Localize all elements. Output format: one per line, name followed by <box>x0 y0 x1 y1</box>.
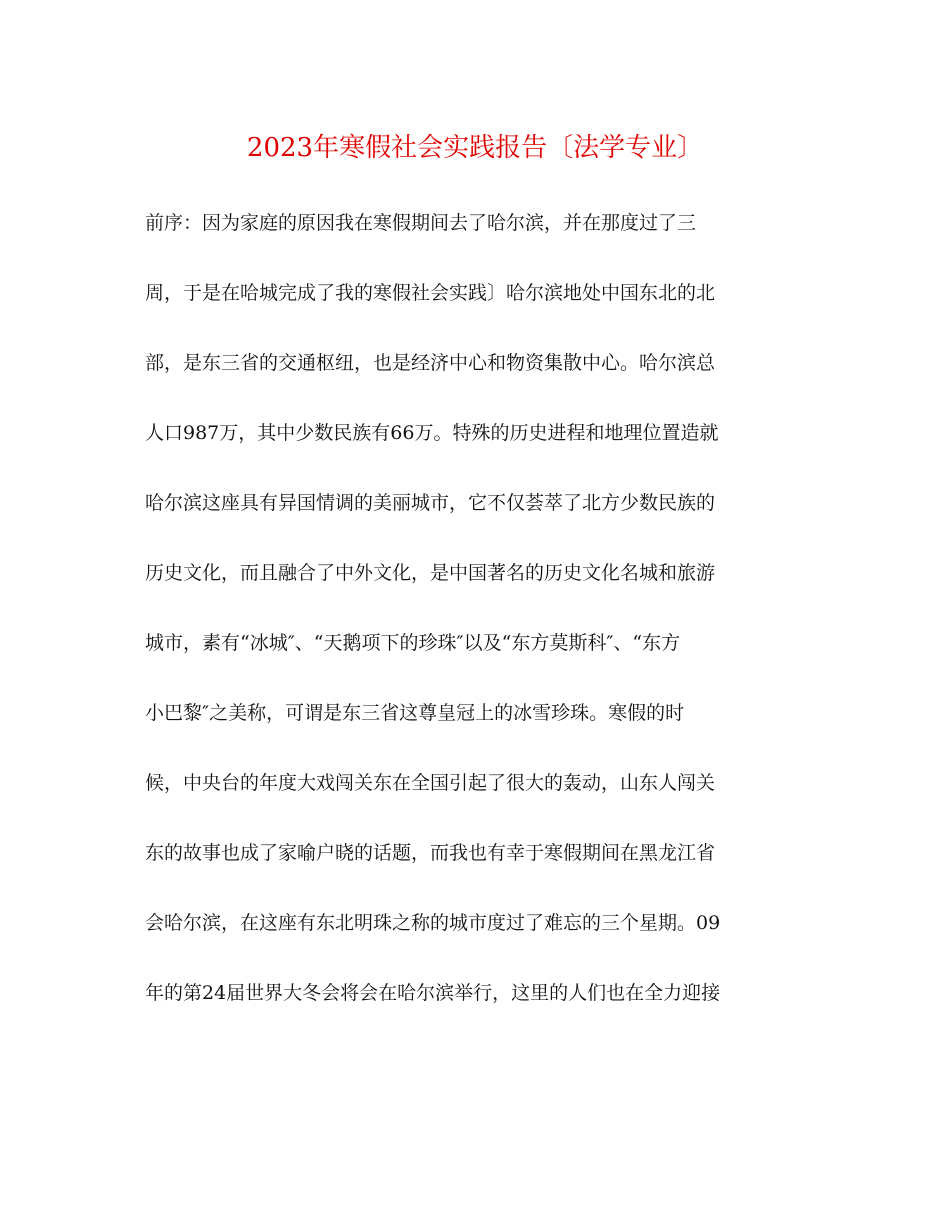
body-line: 会哈尔滨，在这座有东北明珠之称的城市度过了难忘的三个星期。09 <box>145 912 721 934</box>
body-line: 哈尔滨这座具有异国情调的美丽城市，它不仅荟萃了北方少数民族的 <box>145 492 716 514</box>
body-line: 小巴黎″之美称，可谓是东三省这尊皇冠上的冰雪珍珠。寒假的时 <box>145 702 685 724</box>
document-body <box>145 203 825 1043</box>
document-title: 2023年寒假社会实践报告〔法学专业〕 <box>246 133 704 163</box>
body-line: 人口987万，其中少数民族有66万。特殊的历史进程和地理位置造就 <box>145 422 719 444</box>
body-line: 东的故事也成了家喻户晓的话题，而我也有幸于寒假期间在黑龙江省 <box>145 842 716 864</box>
body-line: 前序：因为家庭的原因我在寒假期间去了哈尔滨，并在那度过了三 <box>145 212 697 234</box>
body-line: 年的第24届世界大冬会将会在哈尔滨举行，这里的人们也在全力迎接 <box>145 982 721 1004</box>
body-line: 部，是东三省的交通枢纽，也是经济中心和物资集散中心。哈尔滨总 <box>145 352 716 374</box>
body-line: 历史文化，而且融合了中外文化，是中国著名的历史文化名城和旅游 <box>145 562 716 584</box>
body-line: 候，中央台的年度大戏闯关东在全国引起了很大的轰动，山东人闯关 <box>145 772 716 794</box>
body-line: 周，于是在哈城完成了我的寒假社会实践〕哈尔滨地处中国东北的北 <box>145 282 716 304</box>
body-line: 城市，素有“冰城″、“天鹅项下的珍珠″以及“东方莫斯科″、“东方 <box>145 632 681 654</box>
